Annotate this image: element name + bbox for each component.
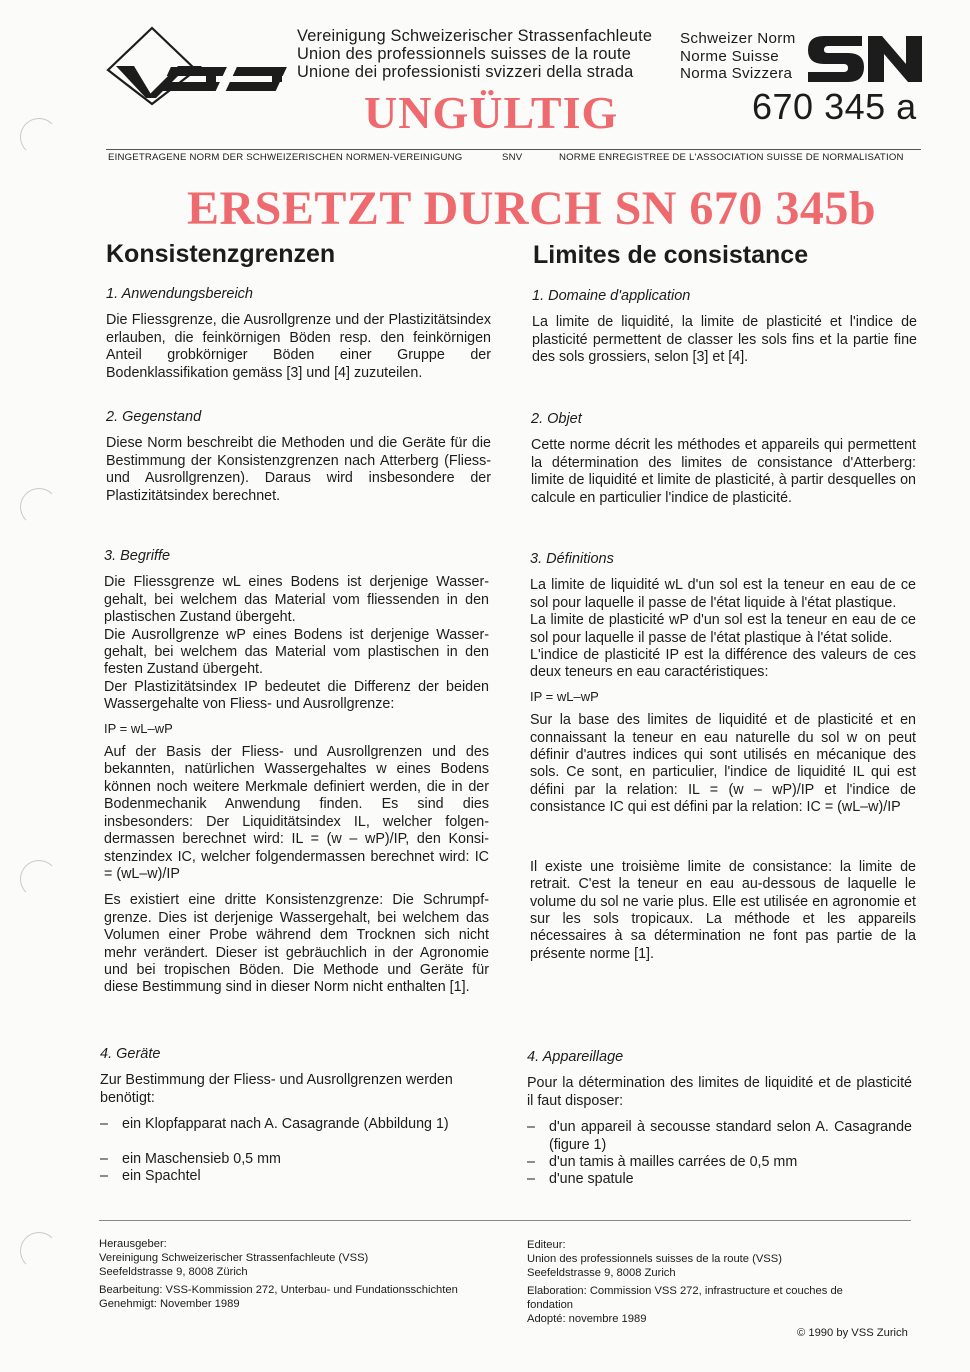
org-name-fr: Union des professionnels suisses de la route — [297, 44, 632, 63]
header-rule — [106, 149, 921, 150]
section-heading: 2. Gegenstand — [106, 409, 202, 425]
formula-plasticity-index: IP = wL–wP — [104, 720, 173, 736]
publisher-name: Vereinigung Schweizerischer Strassenfachleute (VSS) — [99, 1252, 369, 1265]
fr-section-1 — [532, 288, 917, 367]
list-item: – ein Klopfapparat nach A. Casagrande (Abbildung 1) — [100, 1116, 490, 1133]
organisation-names — [297, 28, 652, 81]
fr-section-2 — [531, 411, 916, 507]
publisher-info-fr — [527, 1238, 887, 1326]
publisher-address: Seefeldstrasse 9, 8008 Zurich — [527, 1267, 676, 1280]
section-intro: Zur Bestimmung der Fliess- und Ausrollgrenzen werden benötigt: — [100, 1072, 453, 1106]
section-body: Diese Norm beschreibt die Methoden und die Geräte für die Bestimmung der Konsistenzgrenzen nach Atterberg (Fliess- und Ausrollgrenzen). Daraus wird insbesondere der Plastizitätsindex berechnet. — [106, 435, 491, 504]
list-item: – d'un appareil à secousse standard selon A. Casagrande (figure 1) — [527, 1119, 912, 1154]
section-heading: 3. Définitions — [530, 551, 614, 567]
shrinkage-limit-text: Es existiert eine dritte Konsistenzgrenze: Die Schrumpfgrenze. Dies ist derjenige Wassergehalt, bei welchem das Volumen einer Probe während dem Trocknen sich nicht mehr verändert. Dieser ist gebräuchlich in der Agronomie und bei tropischen Böden. Die Methode und Geräte für diese Bestimmung sind in dieser Norm nicht enthalten [1]. — [104, 892, 489, 996]
registration-snv: SNV — [502, 152, 523, 163]
punch-hole-mark — [20, 860, 58, 898]
publisher-name: Union des professionnels suisses de la route (VSS) — [527, 1253, 782, 1266]
registration-note-fr: NORME ENREGISTREE DE L'ASSOCIATION SUISSE DE NORMALISATION — [559, 152, 904, 163]
publisher-info-de — [99, 1237, 499, 1311]
title-de: Konsistenzgrenzen — [106, 240, 336, 268]
title-fr: Limites de consistance — [533, 241, 809, 269]
section-body: La limite de liquidité, la limite de plasticité et l'indice de plasticité permettent de classer les sols fins et la partie fine des sols grossiers, selon [3] et [4]. — [532, 314, 917, 366]
section-heading: 4. Appareillage — [527, 1049, 624, 1065]
punch-hole-mark — [20, 118, 58, 156]
list-item: – ein Maschensieb 0,5 mm — [100, 1151, 490, 1168]
definition-plastic-limit: La limite de plasticité wP d'un sol est la teneur en eau de ce sol pour laquelle il passe de l'état plastique à l'état solide. — [530, 612, 916, 646]
section-heading: 2. Objet — [531, 411, 582, 427]
formula-plasticity-index: IP = wL–wP — [530, 688, 599, 704]
punch-hole-mark — [20, 1232, 58, 1270]
punch-hole-mark — [20, 488, 58, 526]
publisher-address: Seefeldstrasse 9, 8008 Zürich — [99, 1266, 248, 1279]
editing-committee: Bearbeitung: VSS-Kommission 272, Unterbau- und Fundationsschichten — [99, 1283, 458, 1296]
norm-type-de: Schweizer Norm — [680, 30, 796, 47]
list-item: – ein Spachtel — [100, 1168, 490, 1185]
replaced-stamp: ERSETZT DURCH SN 670 345b — [187, 182, 877, 235]
publisher-label: Editeur: — [527, 1239, 566, 1251]
vss-logo — [106, 26, 290, 106]
de-section-2 — [106, 409, 491, 505]
section-heading: 1. Domaine d'application — [532, 288, 691, 304]
editing-committee: Elaboration: Commission VSS 272, infrastructure et couches de fondation — [527, 1284, 843, 1311]
section-intro: Pour la détermination des limites de liquidité et de plasticité il faut disposer: — [527, 1075, 912, 1109]
list-item: – d'une spatule — [527, 1171, 912, 1188]
de-section-4 — [100, 1046, 490, 1185]
definition-plasticity-index: L'indice de plasticité IP est la différence des valeurs de ces deux teneurs en eau caractéristiques: — [530, 647, 916, 681]
norm-number: 670 345 a — [752, 86, 917, 127]
de-section-3 — [104, 548, 489, 997]
fr-section-4 — [527, 1049, 912, 1189]
definition-plastic-limit: Die Ausrollgrenze wP eines Bodens ist derjenige Wassergehalt, bei welchem das Material vom plastischen in den festen Zustand übergeht. — [104, 626, 489, 678]
list-item: – d'un tamis à mailles carrées de 0,5 mm — [527, 1154, 912, 1171]
org-name-de: Vereinigung Schweizerischer Strassenfachleute — [297, 27, 653, 45]
norm-type-lines — [680, 30, 796, 83]
norm-type-fr: Norme Suisse — [680, 47, 779, 65]
section-heading: 1. Anwendungsbereich — [106, 286, 253, 302]
further-indices-text: Auf der Basis der Fliess- und Ausrollgrenzen und des bekannten, natürlichen Wassergehaltes w eines Bodens können noch weitere Merkmale definiert werden, die in der Bodenmechanik Anwendung finden. Es sind dies insbesonders: Der Liquiditätsindex IL, welcher folgendermassen berechnet wird: IL = (w – wP)/IP, den Konsistenzindex IC, welcher folgendermassen berechnet wird: IC = (wL–w)/IP — [104, 744, 489, 882]
section-heading: 4. Geräte — [100, 1046, 161, 1062]
approval-date: Adopté: novembre 1989 — [527, 1313, 647, 1326]
publisher-label: Herausgeber: — [99, 1238, 167, 1250]
definition-liquid-limit: La limite de liquidité wL d'un sol est la teneur en eau de ce sol pour laquelle il passe de l'état liquide à l'état plastique. — [530, 577, 916, 611]
shrinkage-limit-text: Il existe une troisième limite de consistance: la limite de retrait. C'est la teneur en eau au-dessous de laquelle le volume du sol ne varie plus. Elle est utilisée en agronomie et sur les sols tropicaux. La méthode et les appareils nécessaires à sa détermination ne font pas partie de la présente norme [1]. — [530, 858, 916, 962]
copyright: © 1990 by VSS Zurich — [797, 1327, 908, 1339]
invalid-stamp: UNGÜLTIG — [364, 87, 619, 138]
norm-type-it: Norma Svizzera — [680, 65, 793, 82]
section-body: Die Fliessgrenze, die Ausrollgrenze und der Plastizitätsindex erlauben, die feinkörnigen Böden resp. den feinkörnigen Anteil grobkörniger Böden einer Gruppe der Bodenklassifikation gemäss [3] und [4] zuzuteilen. — [106, 312, 491, 381]
section-heading: 3. Begriffe — [104, 548, 171, 564]
org-name-it: Unione dei professionisti svizzeri della strada — [297, 62, 634, 81]
registration-note-de: EINGETRAGENE NORM DER SCHWEIZERISCHEN NORMEN-VEREINIGUNG — [108, 152, 463, 163]
definition-plasticity-index: Der Plastizitätsindex IP bedeutet die Differenz der beiden Wassergehalte von Fliess- und Ausrollgrenze: — [104, 678, 489, 713]
fr-section-3 — [530, 551, 916, 963]
further-indices-text: Sur la base des limites de liquidité et de plasticité et en connaissant la teneur en eau naturelle du sol w on peut définir d'autres indices qui sont utilisés en mécanique des sols. Ce sont, en particulier, l'indice de liquidité IL qui est défini par la relation: IL = (w – wP)/IP et l'indice de consistance IC qui est défini par la relation: IC = (wL–w)/IP — [530, 712, 916, 816]
definition-liquid-limit: Die Fliessgrenze wL eines Bodens ist derjenige Wassergehalt, bei welchem das Material vom fliessenden in den plastischen Zustand übergeht. — [104, 574, 489, 626]
section-body: Cette norme décrit les méthodes et appareils qui permettent la détermination des limites de consistance d'Atterberg: limite de liquidité et limite de plasticité, à partir desquelles on calcule en particulier l'indice de plasticité. — [531, 437, 916, 506]
de-section-1 — [106, 286, 491, 382]
approval-date: Genehmigt: November 1989 — [99, 1297, 240, 1310]
sn-logo — [806, 30, 924, 84]
footer-rule — [99, 1220, 911, 1221]
